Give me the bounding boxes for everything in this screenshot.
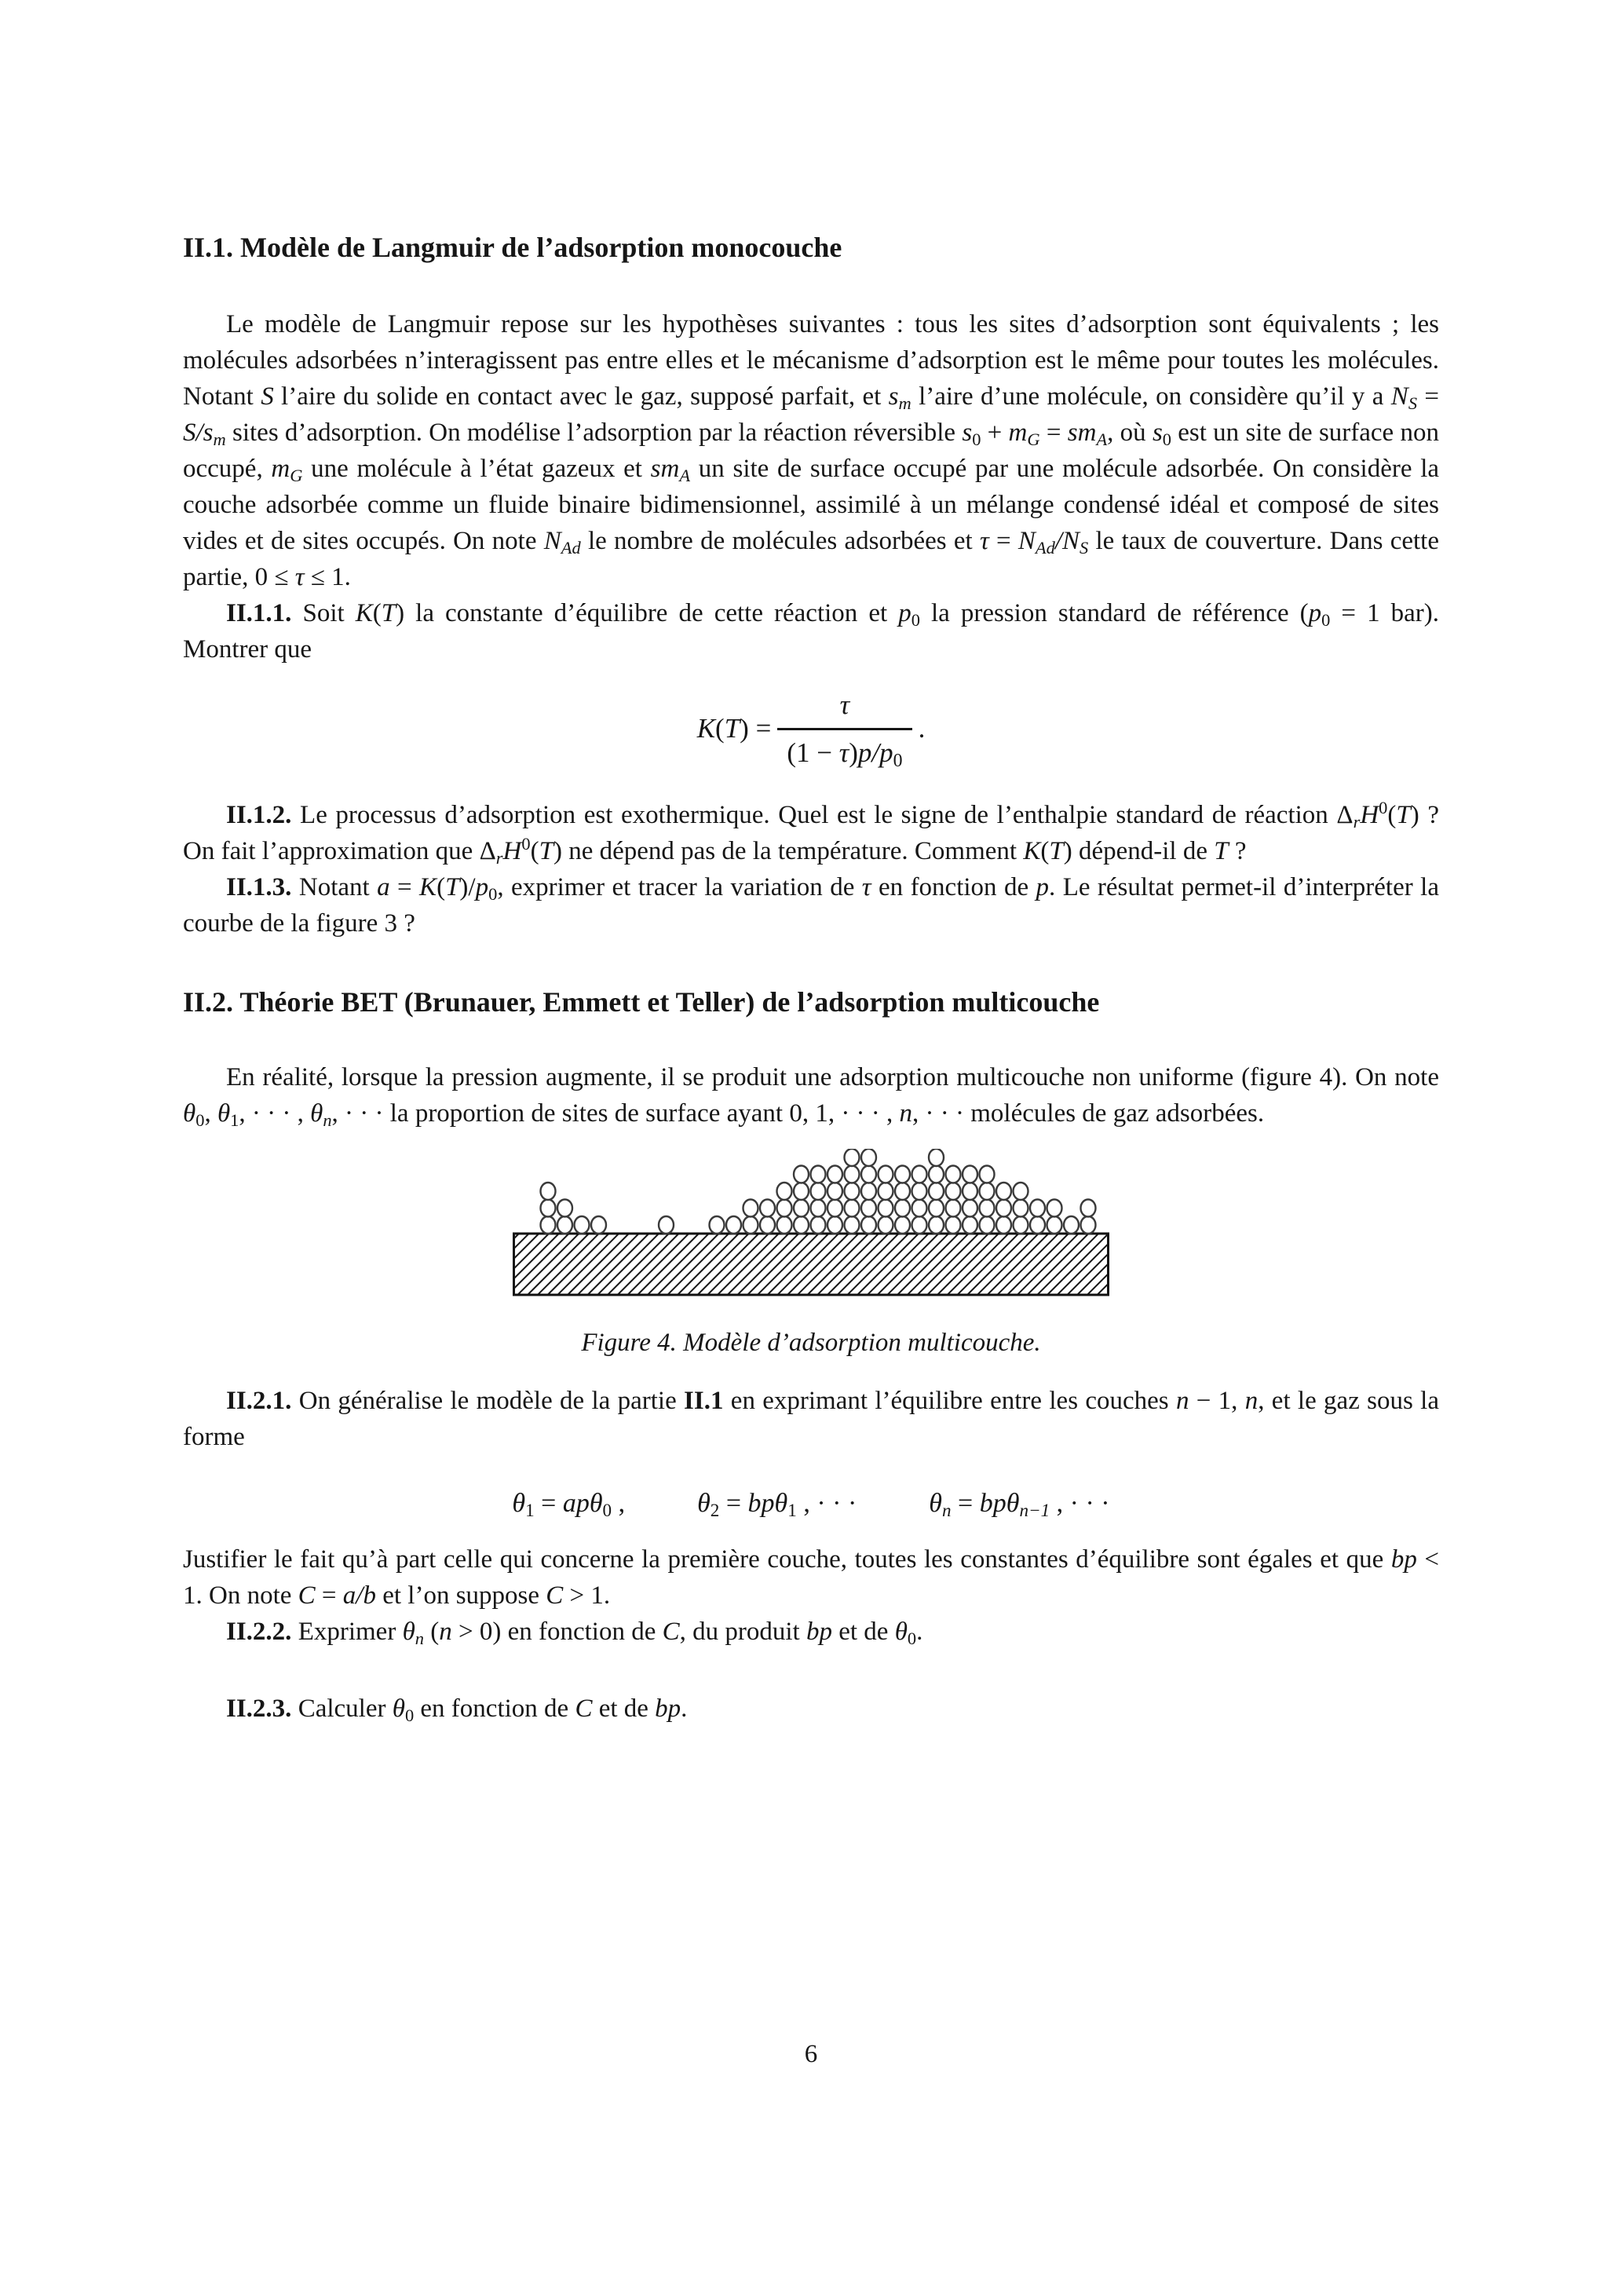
solid-surface (514, 1234, 1109, 1295)
question-II.1.2: II.1.2. Le processus d’adsorption est exothermique. Quel est le signe de l’enthalpie standard de réaction $\Delta_rH^0(T)$ ? On fait l’approximation que $\Delta_rH^0(T)$ ne dépend pas de la température. Comment K(T) dépend-il de T ? (183, 798, 1439, 868)
question-II.1.3: II.1.3. Notant $a = K(T)/p_0$, exprimer et tracer la variation de τ en fonction de p. Le résultat permet-il d’interpréter la courbe de la figure 3 ? (183, 872, 1439, 938)
paragraph-langmuir-intro: Le modèle de Langmuir repose sur les hypothèses suivantes : tous les sites d’adsorption sont équivalents ; les molécules adsorbées n’interagissent pas entre elles et le mécanisme d’adsorption est le même pour toutes les molécules. Notant S l’aire du solide en contact avec le gaz, supposé parfait, et $s_m$ l’aire d’une molécule, on considère qu’il y a $N_S = S/s_m$ sites d’adsorption. On modélise l’adsorption par la réaction réversible $s_0 + m_G = sm_A$, où $s_0$ est un site de surface non occupé, $m_G$ une molécule à l’état gazeux et $sm_A$ un site de surface occupé par une molécule adsorbée. On considère la couche adsorbée comme un fluide binaire bidimensionnel, assimilé à un mélange condensé idéal et composé de sites vides et de sites occupés. On note $N_{Ad}$ le nombre de molécules adsorbées et $\tau = N_{Ad}/N_S$ le taux de couverture. Dans cette partie, 0 ≤ τ ≤ 1. (183, 310, 1440, 591)
section-heading-II1: II.1. Modèle de Langmuir de l’adsorption monocouche (183, 232, 842, 263)
question-II.2.2: II.2.2. Exprimer $\theta_n$ (n > 0) en fonction de C, du produit bp et de $\theta_0$. (226, 1617, 923, 1648)
question-II.1.1: II.1.1. Soit K(T) la constante d’équilibre de cette réaction et $p_0$ la pression standard de référence ($p_0 = 1$ bar). Montrer que (183, 599, 1439, 664)
question-II.2.1: II.2.1. On généralise le modèle de la partie II.1 en exprimant l’équilibre entre les couches n − 1, n, et le gaz sous la forme (183, 1386, 1439, 1451)
equation-theta-1: $\theta_1 = ap\theta_0$ , (512, 1488, 626, 1521)
figure-4-diagram (513, 1149, 1109, 1298)
question-II.2.3: II.2.3. Calculer $\theta_0$ en fonction de C et de bp. (226, 1694, 688, 1725)
adsorbed-molecules (541, 1149, 1096, 1234)
equation-theta (183, 1486, 1439, 1521)
formula-KT-period: . (918, 713, 926, 744)
formula-KT-fraction (777, 688, 911, 770)
formula-KT-numerator: τ (839, 689, 850, 720)
page-number: 6 (804, 2040, 818, 2068)
text-column (183, 0, 1439, 1727)
equation-theta-n: $\theta_n = bp\theta_{n-1}$ , · · · (929, 1488, 1110, 1521)
paragraph-BET-intro: En réalité, lorsque la pression augmente, il se produit une adsorption multicouche non uniforme (figure 4). On note $\theta_0$, $\theta_1$, · · · , $\theta_n$, · · · la proportion de sites de surface ayant 0, 1, · · · , n, · · · molécules de gaz adsorbées. (183, 1062, 1439, 1130)
figure-4 (183, 1149, 1439, 1298)
figure-caption: Figure 4. Modèle d’adsorption multicouche. (581, 1328, 1041, 1357)
paragraph-justifier: Justifier le fait qu’à part celle qui concerne la première couche, toutes les constantes d’équilibre sont égales et que bp < 1. On note C = a/b et l’on suppose C > 1. (183, 1545, 1439, 1610)
section-heading-II2: II.2. Théorie BET (Brunauer, Emmett et Teller) de l’adsorption multicouche (183, 985, 1100, 1018)
equation-theta-2: $\theta_2 = bp\theta_1$ , · · · (697, 1488, 857, 1521)
formula-KT-lhs: K(T) = (696, 713, 772, 744)
formula-KT-denominator: $(1 - \tau)p/p_0$ (777, 728, 911, 770)
formula-KT (183, 688, 1439, 770)
